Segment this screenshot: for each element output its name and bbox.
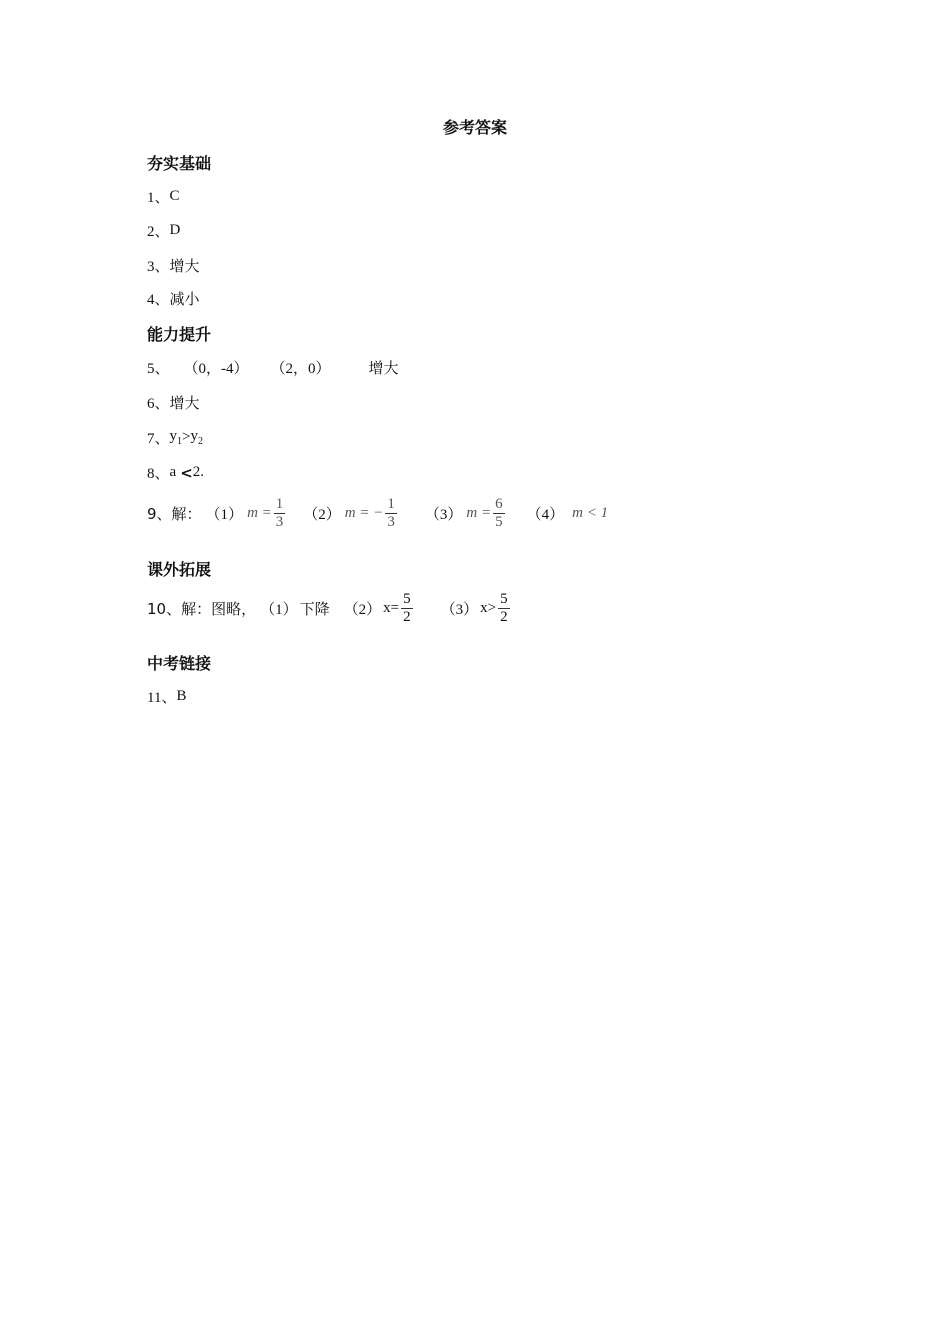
answer-10 (147, 591, 512, 626)
formula-m1: m = (247, 505, 272, 521)
answer-8 (147, 462, 204, 483)
answer-value: C (169, 188, 180, 204)
answer-3 (147, 255, 200, 276)
answer-number: 7、 (147, 431, 170, 447)
answer-4 (147, 288, 200, 309)
answer-value: 减小 (169, 290, 200, 308)
answer-number: 1、 (147, 190, 170, 206)
sub-question-1: （1） (205, 507, 244, 523)
fraction-5-2: $\frac{5}{2}$ (403, 591, 411, 625)
page-title: 参考答案 (442, 118, 507, 137)
answer-lt: < (180, 463, 193, 482)
answer-var: a (169, 464, 177, 480)
section-heading-basic: 夯实基础 (147, 154, 212, 173)
sub-question-2: （2） (303, 507, 341, 523)
sub-question-4: （4） (526, 507, 565, 523)
answer-number: 2、 (147, 224, 170, 240)
sub-question-1: （1） (260, 602, 298, 618)
sub-question-3: （3） (424, 507, 463, 523)
answer-number: 4、 (147, 292, 170, 308)
answer-value: B (176, 688, 187, 704)
section-heading-extension: 课外拓展 (147, 560, 212, 579)
formula-m3: m = (466, 505, 492, 521)
answer-number: 5、 (147, 361, 170, 377)
sub-question-2: （2） (343, 602, 382, 618)
answer-value: 增大 (169, 257, 200, 275)
answer-1 (147, 186, 180, 207)
answer-11 (147, 686, 186, 707)
answer-number: 6、 (147, 396, 170, 412)
section-heading-exam: 中考链接 (147, 654, 212, 673)
fraction-neg-1-3: $\frac{1}{3}$ (387, 496, 395, 530)
answer-number: 10、解：图略， (147, 600, 257, 618)
formula-m4: m < 1 (572, 505, 609, 521)
answer-number: 8、 (147, 466, 170, 482)
answer-gt: > (182, 429, 191, 445)
answer-number: 9、解： (147, 505, 202, 523)
formula-x2: x> (480, 600, 497, 616)
answer-value: 下降 (299, 600, 330, 618)
section-heading-ability: 能力提升 (147, 325, 212, 344)
answer-y2: $y_2$ (190, 428, 203, 447)
answer-number: 11、 (147, 690, 177, 706)
sub-question-3: （3） (440, 602, 479, 618)
answer-rest: 2. (192, 464, 205, 480)
answer-9 (147, 496, 608, 531)
fraction-1-3: $\frac{1}{3}$ (275, 496, 284, 530)
answer-value: D (169, 222, 181, 238)
answer-7 (147, 427, 203, 448)
answer-part-2: （2，0） (270, 361, 331, 377)
fraction-5-2-b: $\frac{5}{2}$ (500, 591, 508, 625)
answer-6 (147, 392, 200, 413)
answer-part-1: （0，-4） (183, 361, 249, 377)
answer-2 (147, 220, 180, 241)
answer-5 (147, 357, 399, 378)
formula-x1: x= (383, 600, 400, 616)
formula-m2: m = − (344, 505, 384, 521)
answer-value: 增大 (169, 394, 200, 412)
answer-part-3: 增大 (368, 359, 399, 377)
fraction-6-5: $\frac{6}{5}$ (495, 496, 503, 530)
answer-y1: $y_1$ (169, 428, 183, 447)
answer-number: 3、 (147, 259, 170, 275)
